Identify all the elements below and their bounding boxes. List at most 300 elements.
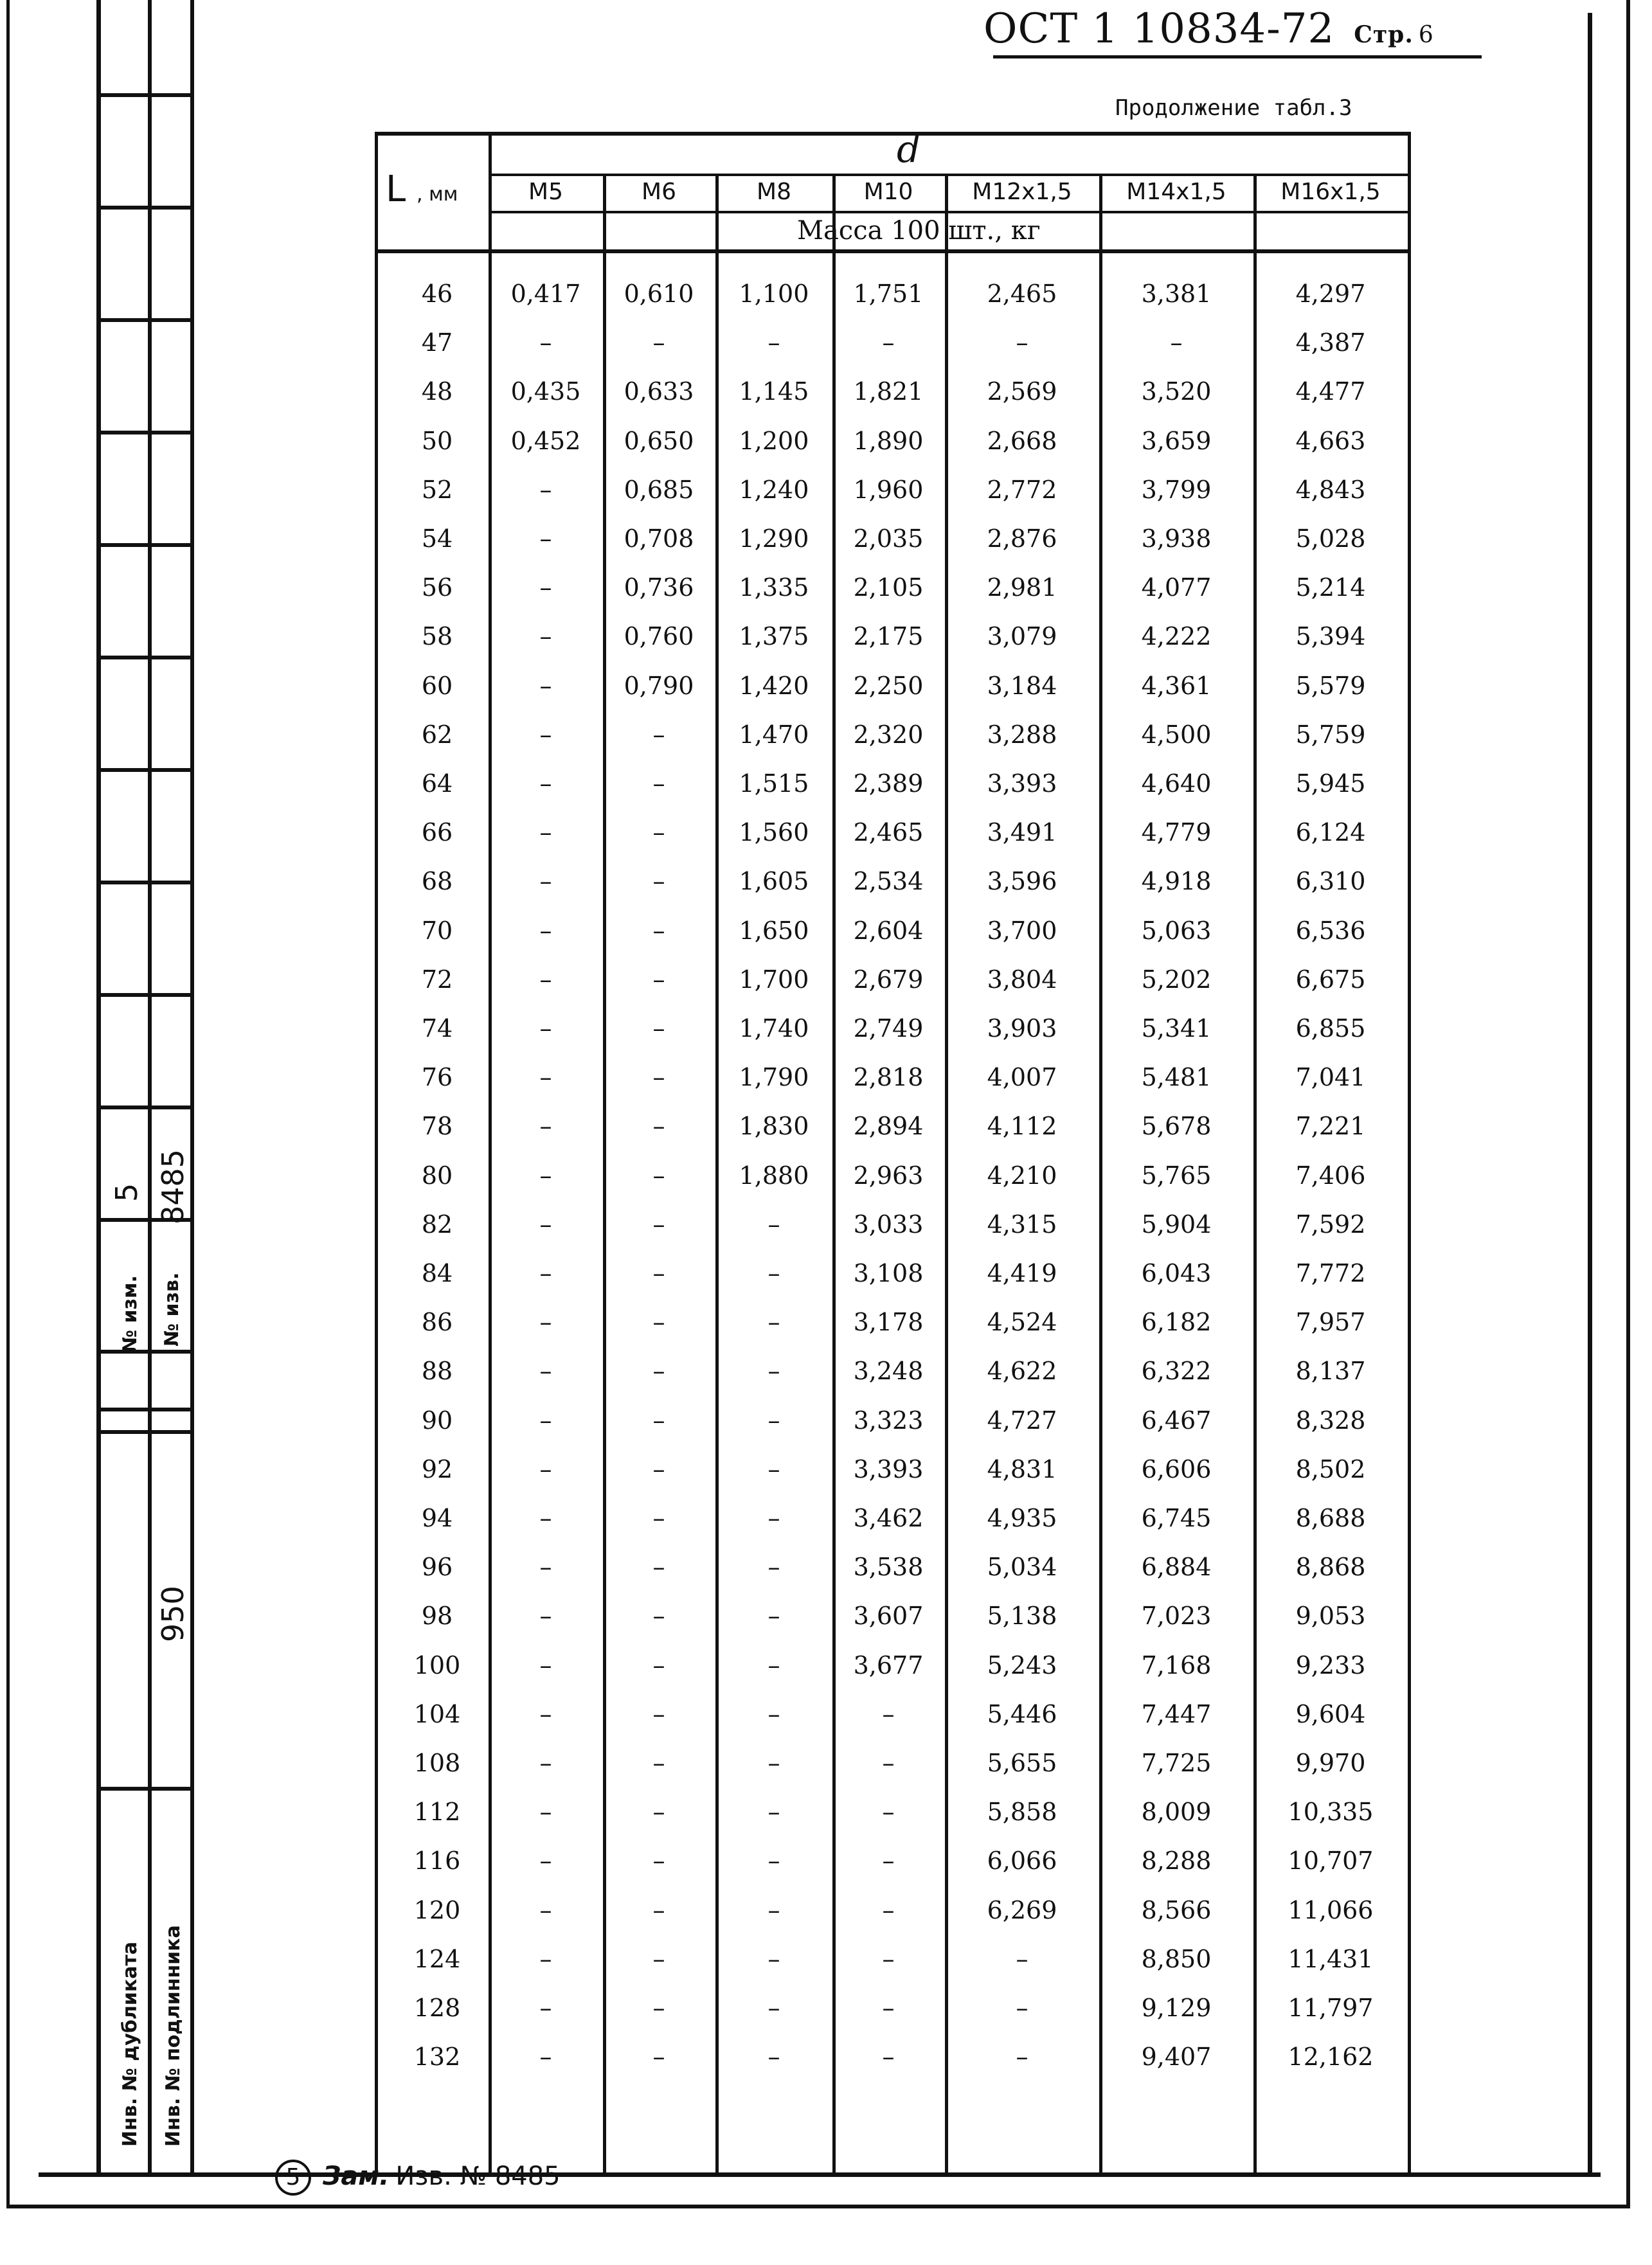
length-cell: 60 xyxy=(421,671,453,700)
mass-cell: 2,749 xyxy=(853,1014,924,1043)
mass-cell: – xyxy=(652,2043,665,2072)
table-row xyxy=(375,1651,1411,1696)
table-row xyxy=(375,1553,1411,1598)
mass-cell: 0,452 xyxy=(510,426,581,455)
mass-cell: 8,868 xyxy=(1295,1553,1366,1582)
table-row xyxy=(375,2043,1411,2088)
mass-cell: – xyxy=(652,1944,665,1973)
mass-cell: – xyxy=(652,1112,665,1141)
length-cell: 54 xyxy=(421,524,453,553)
mass-cell: 5,904 xyxy=(1141,1210,1212,1239)
table-row xyxy=(375,1896,1411,1941)
mass-cell: 2,981 xyxy=(987,573,1057,602)
mass-cell: 2,963 xyxy=(853,1161,924,1190)
mass-cell: 3,903 xyxy=(987,1014,1057,1043)
table-row xyxy=(375,1308,1411,1353)
mass-cell: 1,751 xyxy=(853,280,924,308)
column-header: M12x1,5 xyxy=(972,179,1072,205)
mass-cell: 5,202 xyxy=(1141,965,1212,994)
replaced-label: Зам. xyxy=(323,2162,390,2191)
length-cell: 46 xyxy=(421,280,453,308)
mass-cell: 3,323 xyxy=(853,1406,924,1435)
mass-cell: 4,727 xyxy=(987,1406,1057,1435)
mass-cell: 10,707 xyxy=(1288,1847,1374,1876)
mass-cell: 3,677 xyxy=(853,1651,924,1679)
mass-cell: 1,470 xyxy=(739,720,809,749)
mass-cell: 1,290 xyxy=(739,524,809,553)
mass-cell: 6,536 xyxy=(1295,916,1366,945)
table-row xyxy=(375,1945,1411,1990)
mass-cell: – xyxy=(768,1798,780,1827)
mass-cell: – xyxy=(539,1798,552,1827)
mass-cell: – xyxy=(652,867,665,896)
mass-cell: 7,023 xyxy=(1141,1602,1212,1631)
mass-cell: 3,804 xyxy=(987,965,1057,994)
mass-cell: – xyxy=(882,1895,895,1924)
mass-cell: 2,772 xyxy=(987,475,1057,504)
mass-cell: 4,361 xyxy=(1141,671,1212,700)
mass-cell: 9,407 xyxy=(1141,2043,1212,2072)
mass-cell: 1,560 xyxy=(739,818,809,847)
mass-cell: – xyxy=(768,1406,780,1435)
mass-cell: 0,610 xyxy=(624,280,694,308)
mass-cell: 4,779 xyxy=(1141,818,1212,847)
mass-cell: 8,688 xyxy=(1295,1504,1366,1532)
mass-cell: – xyxy=(539,1455,552,1483)
mass-cell: – xyxy=(539,1847,552,1876)
mass-cell: 4,297 xyxy=(1295,280,1366,308)
stamp-change-no-value: 5 xyxy=(109,1183,144,1202)
mass-cell: 2,175 xyxy=(853,622,924,651)
mass-cell: – xyxy=(539,1944,552,1973)
table-row xyxy=(375,1063,1411,1108)
length-cell: 66 xyxy=(421,818,453,847)
length-cell: 98 xyxy=(421,1602,453,1631)
mass-cell: – xyxy=(539,622,552,651)
mass-cell: – xyxy=(882,2043,895,2072)
mass-cell: 1,650 xyxy=(739,916,809,945)
mass-cell: 6,066 xyxy=(987,1847,1057,1876)
mass-cell: – xyxy=(539,671,552,700)
mass-cell: – xyxy=(652,1699,665,1728)
mass-cell: 11,066 xyxy=(1288,1895,1374,1924)
mass-cell: 5,945 xyxy=(1295,769,1366,798)
mass-cell: 5,481 xyxy=(1141,1063,1212,1092)
mass-cell: – xyxy=(652,1406,665,1435)
mass-cell: 3,607 xyxy=(853,1602,924,1631)
stamp-notice-no-label: № изв. xyxy=(161,1272,183,1347)
mass-cell: 9,233 xyxy=(1295,1651,1366,1679)
stamp-orig-inv-label: Инв. № подлинника xyxy=(162,1925,184,2147)
mass-cell: 6,269 xyxy=(987,1895,1057,1924)
mass-cell: 3,393 xyxy=(853,1455,924,1483)
mass-cell: 5,214 xyxy=(1295,573,1366,602)
mass-cell: – xyxy=(539,1210,552,1239)
length-cell: 50 xyxy=(421,426,453,455)
mass-cell: 8,850 xyxy=(1141,1944,1212,1973)
mass-cell: 3,393 xyxy=(987,769,1057,798)
mass-cell: 2,894 xyxy=(853,1112,924,1141)
mass-cell: 4,387 xyxy=(1295,328,1366,357)
mass-cell: – xyxy=(539,1259,552,1287)
mass-cell: – xyxy=(882,1847,895,1876)
table-row xyxy=(375,965,1411,1010)
mass-cell: – xyxy=(652,1602,665,1631)
mass-cell: 2,389 xyxy=(853,769,924,798)
table-row xyxy=(375,1798,1411,1843)
frame-right-rule xyxy=(1588,13,1592,2172)
stamp-original-inv-value: 950 xyxy=(156,1586,190,1642)
mass-cell: 4,622 xyxy=(987,1357,1057,1386)
mass-cell: 1,420 xyxy=(739,671,809,700)
revision-circle: 5 xyxy=(275,2160,311,2196)
length-cell: 84 xyxy=(421,1259,453,1287)
mass-cell: 0,685 xyxy=(624,475,694,504)
mass-cell: – xyxy=(539,1406,552,1435)
mass-cell: 3,700 xyxy=(987,916,1057,945)
mass-cell: – xyxy=(1016,2043,1028,2072)
length-cell: 68 xyxy=(421,867,453,896)
mass-cell: 2,679 xyxy=(853,965,924,994)
table-row xyxy=(375,917,1411,962)
mass-cell: – xyxy=(768,1553,780,1582)
mass-cell: – xyxy=(539,1112,552,1141)
mass-cell: – xyxy=(652,720,665,749)
stamp-notice-no-value: 8485 xyxy=(156,1149,190,1224)
mass-cell: 4,500 xyxy=(1141,720,1212,749)
table-row xyxy=(375,1749,1411,1794)
mass-cell: 2,534 xyxy=(853,867,924,896)
mass-cell: – xyxy=(1016,328,1028,357)
table-row xyxy=(375,1112,1411,1157)
page-label: Стр. xyxy=(1354,21,1414,48)
mass-cell: – xyxy=(539,1014,552,1043)
length-cell: 58 xyxy=(421,622,453,651)
mass-cell: 5,138 xyxy=(987,1602,1057,1631)
length-symbol: L xyxy=(386,168,406,210)
mass-cell: 3,184 xyxy=(987,671,1057,700)
mass-cell: 8,566 xyxy=(1141,1895,1212,1924)
mass-cell: 1,240 xyxy=(739,475,809,504)
mass-cell: – xyxy=(652,1504,665,1532)
column-header: M6 xyxy=(642,179,676,205)
mass-cell: – xyxy=(768,1602,780,1631)
mass-cell: – xyxy=(768,1699,780,1728)
mass-cell: 2,250 xyxy=(853,671,924,700)
mass-cell: 5,579 xyxy=(1295,671,1366,700)
header-underline xyxy=(993,55,1482,58)
document-number: ОСТ 1 10834-72 xyxy=(983,5,1335,53)
notice-text: Изв. № 8485 xyxy=(395,2162,561,2191)
table-header-divider-2 xyxy=(489,211,1411,213)
length-cell: 80 xyxy=(421,1161,453,1190)
mass-cell: 0,650 xyxy=(624,426,694,455)
mass-cell: 4,918 xyxy=(1141,867,1212,896)
mass-cell: – xyxy=(652,1308,665,1337)
mass-cell: 3,520 xyxy=(1141,377,1212,406)
mass-cell: 0,790 xyxy=(624,671,694,700)
table-row xyxy=(375,1210,1411,1255)
mass-cell: 4,831 xyxy=(987,1455,1057,1483)
mass-cell: 8,502 xyxy=(1295,1455,1366,1483)
mass-cell: – xyxy=(652,965,665,994)
mass-cell: – xyxy=(652,1161,665,1190)
table-row xyxy=(375,867,1411,912)
mass-cell: 2,604 xyxy=(853,916,924,945)
mass-cell: – xyxy=(652,1847,665,1876)
length-cell: 108 xyxy=(413,1749,461,1777)
mass-cell: 6,606 xyxy=(1141,1455,1212,1483)
mass-cell: 1,335 xyxy=(739,573,809,602)
mass-cell: 7,041 xyxy=(1295,1063,1366,1092)
frame-bottom-rule-outer xyxy=(6,2205,1626,2208)
length-cell: 92 xyxy=(421,1455,453,1483)
mass-cell: 6,322 xyxy=(1141,1357,1212,1386)
mass-cell: 1,790 xyxy=(739,1063,809,1092)
mass-cell: 8,328 xyxy=(1295,1406,1366,1435)
mass-cell: – xyxy=(652,1357,665,1386)
mass-cell: 2,320 xyxy=(853,720,924,749)
table-row xyxy=(375,1455,1411,1500)
mass-cell: 2,668 xyxy=(987,426,1057,455)
mass-cell: 3,462 xyxy=(853,1504,924,1532)
length-cell: 64 xyxy=(421,769,453,798)
table-continuation-note: Продолжение табл.3 xyxy=(1115,95,1352,121)
mass-cell: 8,137 xyxy=(1295,1357,1366,1386)
frame-left-rule-b xyxy=(148,0,152,2172)
mass-cell: – xyxy=(539,475,552,504)
mass-cell: – xyxy=(882,1944,895,1973)
mass-cell: – xyxy=(539,1063,552,1092)
length-cell: 70 xyxy=(421,916,453,945)
mass-cell: 2,818 xyxy=(853,1063,924,1092)
mass-cell: 0,760 xyxy=(624,622,694,651)
mass-cell: 4,477 xyxy=(1295,377,1366,406)
mass-cell: 6,745 xyxy=(1141,1504,1212,1532)
mass-cell: – xyxy=(539,1895,552,1924)
mass-cell: – xyxy=(768,328,780,357)
mass-cell: – xyxy=(539,1504,552,1532)
length-cell: 90 xyxy=(421,1406,453,1435)
mass-cell: 3,938 xyxy=(1141,524,1212,553)
mass-cell: 4,843 xyxy=(1295,475,1366,504)
mass-cell: 5,034 xyxy=(987,1553,1057,1582)
mass-cell: 2,105 xyxy=(853,573,924,602)
mass-cell: – xyxy=(652,769,665,798)
mass-cell: 4,222 xyxy=(1141,622,1212,651)
mass-cell: – xyxy=(539,1308,552,1337)
mass-cell: – xyxy=(1170,328,1183,357)
mass-cell: – xyxy=(539,1994,552,2022)
mass-cell: 2,569 xyxy=(987,377,1057,406)
mass-cell: – xyxy=(539,720,552,749)
mass-cell: – xyxy=(539,573,552,602)
table-row xyxy=(375,1161,1411,1206)
table-header-divider-1 xyxy=(489,174,1411,176)
table-top-border xyxy=(375,132,1411,136)
mass-cell: 2,465 xyxy=(987,280,1057,308)
mass-cell: – xyxy=(882,1798,895,1827)
mass-cell: 1,880 xyxy=(739,1161,809,1190)
mass-cell: 10,335 xyxy=(1288,1798,1374,1827)
mass-cell: – xyxy=(768,1210,780,1239)
mass-cell: 4,640 xyxy=(1141,769,1212,798)
mass-cell: 1,821 xyxy=(853,377,924,406)
mass-cell: 3,659 xyxy=(1141,426,1212,455)
mass-cell: 4,077 xyxy=(1141,573,1212,602)
mass-cell: – xyxy=(539,818,552,847)
mass-cell: – xyxy=(768,1944,780,1973)
mass-cell: 0,633 xyxy=(624,377,694,406)
mass-cell: 6,675 xyxy=(1295,965,1366,994)
mass-cell: 0,435 xyxy=(510,377,581,406)
mass-cell: 3,178 xyxy=(853,1308,924,1337)
table-row xyxy=(375,769,1411,814)
mass-cell: 5,446 xyxy=(987,1699,1057,1728)
mass-cell: 4,112 xyxy=(987,1112,1057,1141)
length-cell: 76 xyxy=(421,1063,453,1092)
mass-cell: – xyxy=(652,328,665,357)
mass-cell: 7,447 xyxy=(1141,1699,1212,1728)
mass-cell: 11,797 xyxy=(1288,1994,1374,2022)
mass-cell: 5,028 xyxy=(1295,524,1366,553)
mass-cell: 1,700 xyxy=(739,965,809,994)
mass-cell: 1,830 xyxy=(739,1112,809,1141)
table-row xyxy=(375,573,1411,618)
mass-cell: 3,033 xyxy=(853,1210,924,1239)
mass-cell: – xyxy=(539,1161,552,1190)
stamp-change-no-label: № изм. xyxy=(119,1275,141,1353)
mass-cell: – xyxy=(768,1994,780,2022)
mass-cell: 6,310 xyxy=(1295,867,1366,896)
mass-cell: – xyxy=(539,1651,552,1679)
column-header: M14x1,5 xyxy=(1126,179,1226,205)
mass-cell: 1,100 xyxy=(739,280,809,308)
mass-cell: 3,799 xyxy=(1141,475,1212,504)
mass-cell: 0,736 xyxy=(624,573,694,602)
length-cell: 74 xyxy=(421,1014,453,1043)
length-cell: 88 xyxy=(421,1357,453,1386)
mass-cell: – xyxy=(652,1651,665,1679)
mass-cell: 6,124 xyxy=(1295,818,1366,847)
mass-cell: – xyxy=(539,2043,552,2072)
mass-cell: 3,248 xyxy=(853,1357,924,1386)
table-row xyxy=(375,328,1411,373)
mass-cell: – xyxy=(882,328,895,357)
mass-cell: 0,417 xyxy=(510,280,581,308)
table-row xyxy=(375,622,1411,667)
mass-cell: – xyxy=(539,1602,552,1631)
mass-cell: – xyxy=(768,1357,780,1386)
mass-cell: 9,053 xyxy=(1295,1602,1366,1631)
mass-cell: 3,108 xyxy=(853,1259,924,1287)
mass-cell: 4,419 xyxy=(987,1259,1057,1287)
length-cell: 47 xyxy=(421,328,453,357)
mass-cell: 6,467 xyxy=(1141,1406,1212,1435)
mass-cell: – xyxy=(539,867,552,896)
table-row xyxy=(375,1014,1411,1059)
stamp-dup-inv-label: Инв. № дубликата xyxy=(119,1941,141,2147)
document-header xyxy=(983,5,1434,53)
mass-cell: – xyxy=(539,916,552,945)
column-header: M8 xyxy=(757,179,791,205)
mass-cell: 7,221 xyxy=(1295,1112,1366,1141)
table-row xyxy=(375,1847,1411,1892)
length-cell: 116 xyxy=(413,1847,461,1876)
mass-cell: – xyxy=(652,1014,665,1043)
mass-cell: – xyxy=(652,916,665,945)
length-cell: 48 xyxy=(421,377,453,406)
table-row xyxy=(375,280,1411,325)
mass-cell: 6,182 xyxy=(1141,1308,1212,1337)
length-cell: 62 xyxy=(421,720,453,749)
table-row xyxy=(375,1504,1411,1549)
table-row xyxy=(375,672,1411,717)
mass-cell: – xyxy=(539,1553,552,1582)
mass-cell: – xyxy=(768,1259,780,1287)
length-cell: 112 xyxy=(413,1798,461,1827)
mass-cell: – xyxy=(539,1699,552,1728)
mass-cell: 12,162 xyxy=(1288,2043,1374,2072)
table-row xyxy=(375,1994,1411,2039)
mass-cell: – xyxy=(652,1455,665,1483)
mass-cell: 4,007 xyxy=(987,1063,1057,1092)
mass-cell: 9,604 xyxy=(1295,1699,1366,1728)
mass-cell: – xyxy=(768,1504,780,1532)
length-cell: 100 xyxy=(413,1651,461,1679)
table-row xyxy=(375,1357,1411,1402)
mass-cell: – xyxy=(768,1749,780,1777)
mass-cell: 5,765 xyxy=(1141,1161,1212,1190)
mass-cell: – xyxy=(652,1259,665,1287)
diameter-symbol: d xyxy=(897,127,921,171)
mass-cell: 7,406 xyxy=(1295,1161,1366,1190)
mass-cell: 2,876 xyxy=(987,524,1057,553)
mass-cell: 1,960 xyxy=(853,475,924,504)
mass-cell: – xyxy=(768,1847,780,1876)
mass-cell: – xyxy=(768,2043,780,2072)
mass-cell: 1,740 xyxy=(739,1014,809,1043)
mass-cell: – xyxy=(539,1357,552,1386)
mass-cell: 5,063 xyxy=(1141,916,1212,945)
mass-cell: 4,524 xyxy=(987,1308,1057,1337)
mass-cell: 7,168 xyxy=(1141,1651,1212,1679)
mass-cell: 1,605 xyxy=(739,867,809,896)
mass-cell: 0,708 xyxy=(624,524,694,553)
length-cell: 124 xyxy=(413,1944,461,1973)
page-number: 6 xyxy=(1418,22,1434,48)
mass-cell: 5,678 xyxy=(1141,1112,1212,1141)
table-row xyxy=(375,721,1411,765)
mass-cell: 6,884 xyxy=(1141,1553,1212,1582)
mass-cell: – xyxy=(539,1749,552,1777)
mass-cell: 4,210 xyxy=(987,1161,1057,1190)
column-header: M16x1,5 xyxy=(1280,179,1381,205)
mass-cell: 4,315 xyxy=(987,1210,1057,1239)
mass-cell: 5,759 xyxy=(1295,720,1366,749)
length-cell: 132 xyxy=(413,2043,461,2072)
length-cell: 128 xyxy=(413,1994,461,2022)
mass-cell: – xyxy=(652,1210,665,1239)
mass-cell: 3,288 xyxy=(987,720,1057,749)
mass-cell: 5,394 xyxy=(1295,622,1366,651)
mass-cell: 11,431 xyxy=(1288,1944,1374,1973)
mass-cell: – xyxy=(652,1895,665,1924)
frame-left-rule-a xyxy=(96,0,101,2172)
mass-cell: – xyxy=(768,1895,780,1924)
mass-cell: 2,465 xyxy=(853,818,924,847)
mass-cell: 1,200 xyxy=(739,426,809,455)
